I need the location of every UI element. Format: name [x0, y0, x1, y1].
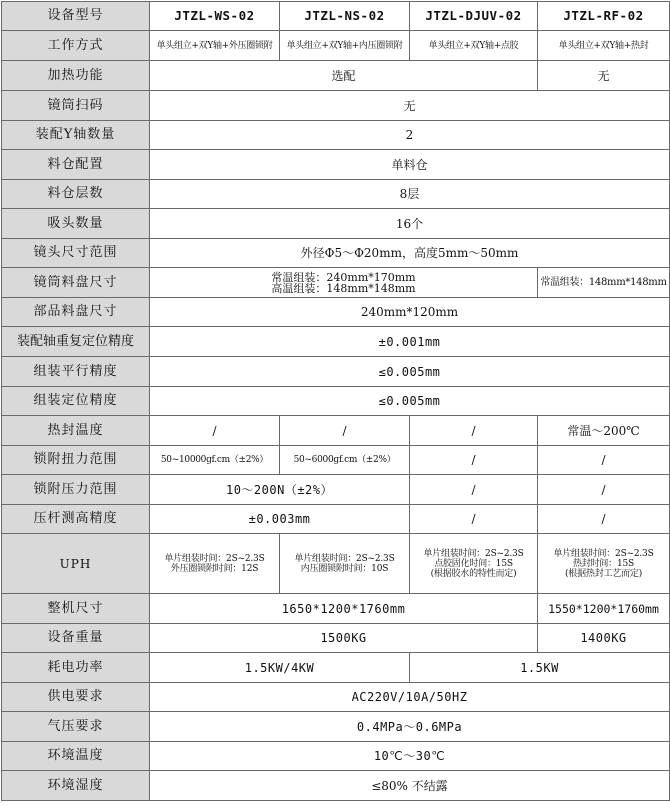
label-supply: 供电要求: [2, 683, 150, 712]
tray-size-rf: 常温组装：148mm*148mm: [538, 268, 670, 298]
weight-value-rf: 1400KG: [538, 624, 670, 653]
label-y-axis: 装配Y轴数量: [2, 121, 150, 150]
label-air: 气压要求: [2, 712, 150, 742]
label-lens-size: 镜头尺寸范围: [2, 239, 150, 268]
seal-temp-ws: /: [150, 416, 280, 446]
env-humid-value: ≤80% 不结露: [150, 771, 670, 801]
repeat-acc-value: ±0.001mm: [150, 327, 670, 357]
label-pos-acc: 组装定位精度: [2, 387, 150, 416]
row-dimensions: [2, 594, 670, 624]
uph-ns-line-2: 内压圈锁附时间：10S: [300, 563, 389, 574]
row-air: [2, 712, 670, 742]
label-tray-size: 镜筒料盘尺寸: [2, 268, 150, 298]
row-pressure: [2, 475, 670, 505]
label-heating: 加热功能: [2, 61, 150, 91]
dimensions-value-1: 1650*1200*1760mm: [150, 594, 538, 624]
label-seal-temp: 热封温度: [2, 416, 150, 446]
torque-ns: 50~6000gf.cm（±2%）: [280, 446, 410, 475]
power-value-2: 1.5KW: [410, 653, 670, 683]
label-env-temp: 环境温度: [2, 742, 150, 771]
row-work-mode: [2, 31, 670, 61]
label-env-humid: 环境湿度: [2, 771, 150, 801]
seal-temp-djuv: /: [410, 416, 538, 446]
header-row: [2, 2, 670, 31]
label-parallel-acc: 组装平行精度: [2, 357, 150, 387]
uph-ws: [150, 534, 280, 594]
label-uph: UPH: [2, 534, 150, 594]
label-repeat-acc: 装配轴重复定位精度: [2, 327, 150, 357]
row-tray-size: [2, 268, 670, 298]
seal-temp-ns: /: [280, 416, 410, 446]
model-rf: JTZL-RF-02: [538, 2, 670, 31]
torque-ws: 50~10000gf.cm（±2%）: [150, 446, 280, 475]
parallel-acc-value: ≤0.005mm: [150, 357, 670, 387]
label-part-tray: 部品料盘尺寸: [2, 298, 150, 327]
height-acc-rf: /: [538, 505, 670, 534]
uph-rf-line-2: 热封时间：15S: [572, 558, 635, 569]
weight-value-1: 1500KG: [150, 624, 538, 653]
work-mode-ws: 单头组立+双Y轴+外压圈锁附: [150, 31, 280, 61]
barcode-value: 无: [150, 91, 670, 121]
model-djuv: JTZL-DJUV-02: [410, 2, 538, 31]
label-bin-layers: 料仓层数: [2, 180, 150, 209]
height-acc-djuv: /: [410, 505, 538, 534]
model-ws: JTZL-WS-02: [150, 2, 280, 31]
part-tray-value: 240mm*120mm: [150, 298, 670, 327]
spec-table: [1, 1, 670, 801]
tray-size-line-2: 高温组装：148mm*148mm: [271, 281, 416, 295]
uph-rf-line-3: (根据热封工艺而定): [564, 568, 643, 579]
seal-temp-rf: 常温～200℃: [538, 416, 670, 446]
row-part-tray: [2, 298, 670, 327]
bin-layers-value: 8层: [150, 180, 670, 209]
lens-size-value: 外径Φ5～Φ20mm，高度5mm～50mm: [150, 239, 670, 268]
label-work-mode: 工作方式: [2, 31, 150, 61]
label-pressure: 锁附压力范围: [2, 475, 150, 505]
pos-acc-value: ≤0.005mm: [150, 387, 670, 416]
uph-ns: [280, 534, 410, 594]
row-weight: [2, 624, 670, 653]
power-value-1: 1.5KW/4KW: [150, 653, 410, 683]
model-ns: JTZL-NS-02: [280, 2, 410, 31]
torque-rf: /: [538, 446, 670, 475]
row-torque: [2, 446, 670, 475]
row-parallel-acc: [2, 357, 670, 387]
work-mode-rf: 单头组立+双Y轴+热封: [538, 31, 670, 61]
uph-ws-line-2: 外压圈锁附时间：12S: [170, 563, 259, 574]
pressure-rf: /: [538, 475, 670, 505]
tray-size-value: [150, 268, 538, 298]
label-barcode: 镜筒扫码: [2, 91, 150, 121]
uph-djuv-line-1: 单片组装时间：2S~2.3S: [423, 548, 524, 559]
row-repeat-acc: [2, 327, 670, 357]
row-lens-size: [2, 239, 670, 268]
label-height-acc: 压杆测高精度: [2, 505, 150, 534]
pressure-ws-ns: 10～200N（±2%）: [150, 475, 410, 505]
uph-rf: [538, 534, 670, 594]
uph-rf-line-1: 单片组装时间：2S~2.3S: [553, 548, 654, 559]
label-bin-config: 料仓配置: [2, 150, 150, 180]
row-power: [2, 653, 670, 683]
height-acc-ws-ns: ±0.003mm: [150, 505, 410, 534]
label-dimensions: 整机尺寸: [2, 594, 150, 624]
header-label: 设备型号: [2, 2, 150, 31]
dimensions-value-rf: 1550*1200*1760mm: [538, 594, 670, 624]
label-torque: 锁附扭力范围: [2, 446, 150, 475]
label-weight: 设备重量: [2, 624, 150, 653]
label-power: 耗电功率: [2, 653, 150, 683]
row-env-temp: [2, 742, 670, 771]
nozzles-value: 16个: [150, 209, 670, 239]
supply-value: AC220V/10A/50HZ: [150, 683, 670, 712]
heating-value-1: 选配: [150, 61, 538, 91]
uph-djuv: [410, 534, 538, 594]
tray-size-line-1: 常温组装：240mm*170mm: [271, 270, 416, 284]
uph-ns-line-1: 单片组装时间：2S~2.3S: [294, 553, 395, 564]
row-pos-acc: [2, 387, 670, 416]
row-env-humid: [2, 771, 670, 801]
uph-djuv-line-3: (根据胶水的特性而定): [430, 568, 517, 579]
row-supply: [2, 683, 670, 712]
row-height-acc: [2, 505, 670, 534]
bin-config-value: 单料仓: [150, 150, 670, 180]
air-value: 0.4MPa～0.6MPa: [150, 712, 670, 742]
row-nozzles: [2, 209, 670, 239]
env-temp-value: 10℃～30℃: [150, 742, 670, 771]
row-uph: [2, 534, 670, 594]
label-nozzles: 吸头数量: [2, 209, 150, 239]
row-seal-temp: [2, 416, 670, 446]
work-mode-djuv: 单头组立+双Y轴+点胶: [410, 31, 538, 61]
torque-djuv: /: [410, 446, 538, 475]
row-bin-config: [2, 150, 670, 180]
heating-value-rf: 无: [538, 61, 670, 91]
uph-ws-line-1: 单片组装时间：2S~2.3S: [164, 553, 265, 564]
work-mode-ns: 单头组立+双Y轴+内压圈锁附: [280, 31, 410, 61]
y-axis-value: 2: [150, 121, 670, 150]
pressure-djuv: /: [410, 475, 538, 505]
row-bin-layers: [2, 180, 670, 209]
row-barcode: [2, 91, 670, 121]
row-y-axis: [2, 121, 670, 150]
uph-djuv-line-2: 点胶固化时间：15S: [434, 558, 513, 569]
row-heating: [2, 61, 670, 91]
